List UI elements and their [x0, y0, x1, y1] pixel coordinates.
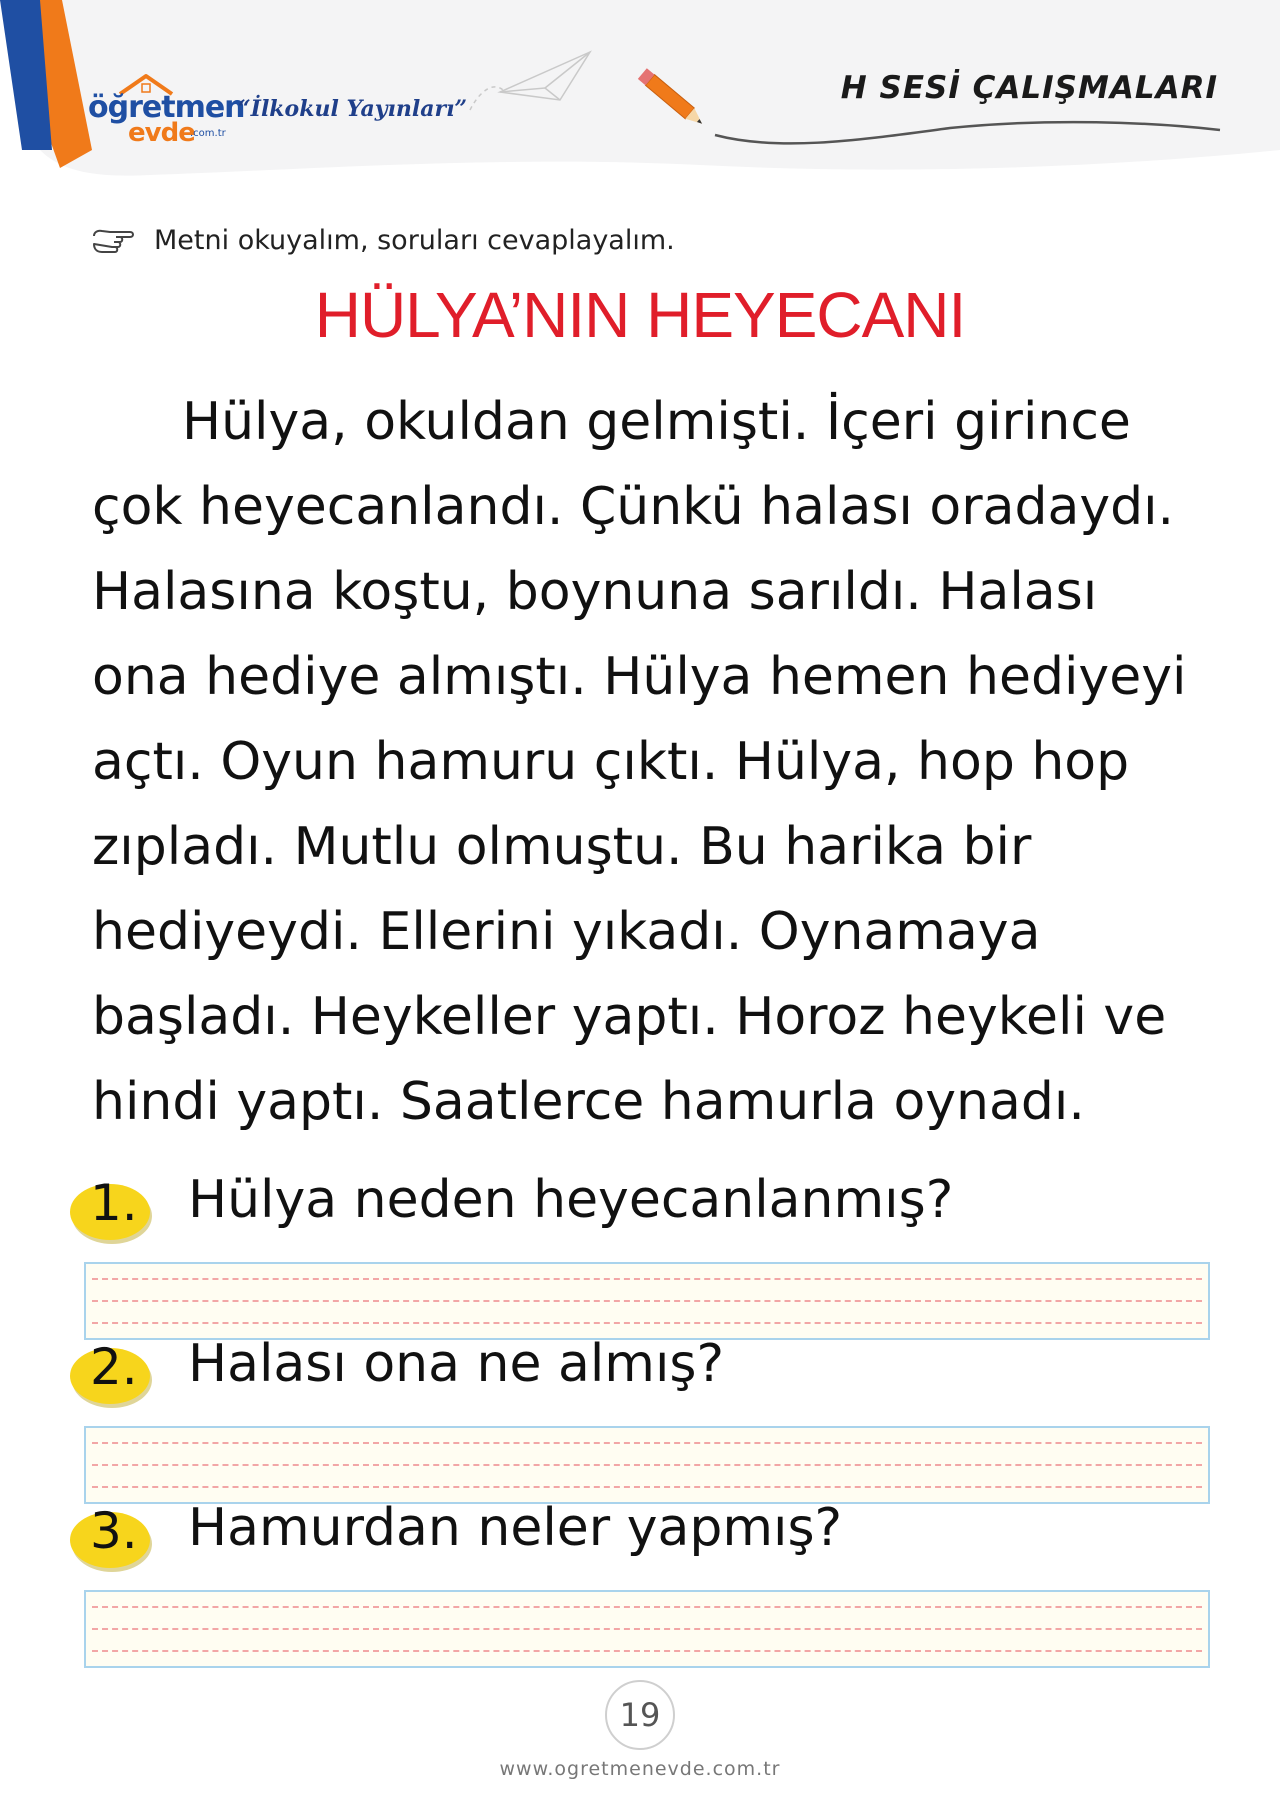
story-line: ona hediye almıştı. Hülya hemen hediyeyi: [92, 647, 1187, 707]
story-line: Halasına koştu, boynuna sarıldı. Halası: [92, 562, 1098, 622]
story-line: hindi yaptı. Saatlerce hamurla oynadı.: [92, 1072, 1085, 1132]
story-text: [92, 380, 1212, 1145]
question-3: [68, 1498, 1218, 1578]
question-text: Hülya neden heyecanlanmış?: [188, 1170, 954, 1230]
logo-main-text: öğretmen: [88, 90, 245, 125]
answer-field-3[interactable]: [84, 1590, 1210, 1668]
story-line: çok heyecanlandı. Çünkü halası oradaydı.: [92, 477, 1175, 537]
logo-sub-text: evde: [128, 118, 195, 148]
publisher-logo: [88, 72, 508, 162]
question-text: Hamurdan neler yapmış?: [188, 1498, 843, 1558]
story-line: hediyeydi. Ellerini yıkadı. Oynamaya: [92, 902, 1041, 962]
question-text: Halası ona ne almış?: [188, 1334, 725, 1394]
story-line: Hülya, okuldan gelmişti. İçeri girince: [182, 392, 1131, 452]
footer-url: www.ogretmenevde.com.tr: [499, 1758, 781, 1780]
answer-field-1[interactable]: [84, 1262, 1210, 1340]
story-title: HÜLYA’NIN HEYECANI: [314, 279, 966, 351]
story-line: açtı. Oyun hamuru çıktı. Hülya, hop hop: [92, 732, 1130, 792]
question-number: 3.: [90, 1502, 138, 1560]
answer-field-2[interactable]: [84, 1426, 1210, 1504]
question-number: 1.: [90, 1174, 138, 1232]
instruction-text: Metni okuyalım, soruları cevaplayalım.: [154, 224, 675, 256]
story-line: zıpladı. Mutlu olmuştu. Bu harika bir: [92, 817, 1032, 877]
question-1: [68, 1170, 1218, 1250]
question-2: [68, 1334, 1218, 1414]
worksheet-title: H SESİ ÇALIŞMALARI: [840, 70, 1218, 106]
question-number: 2.: [90, 1338, 138, 1396]
story-line: başladı. Heykeller yaptı. Horoz heykeli ve: [92, 987, 1167, 1047]
instruction: [90, 220, 675, 260]
logo-domain-text: .com.tr: [190, 128, 226, 139]
logo-tagline: “İlkokul Yayınları”: [238, 96, 468, 122]
pointing-hand-icon: [90, 222, 138, 258]
page-number: 19: [605, 1680, 675, 1750]
